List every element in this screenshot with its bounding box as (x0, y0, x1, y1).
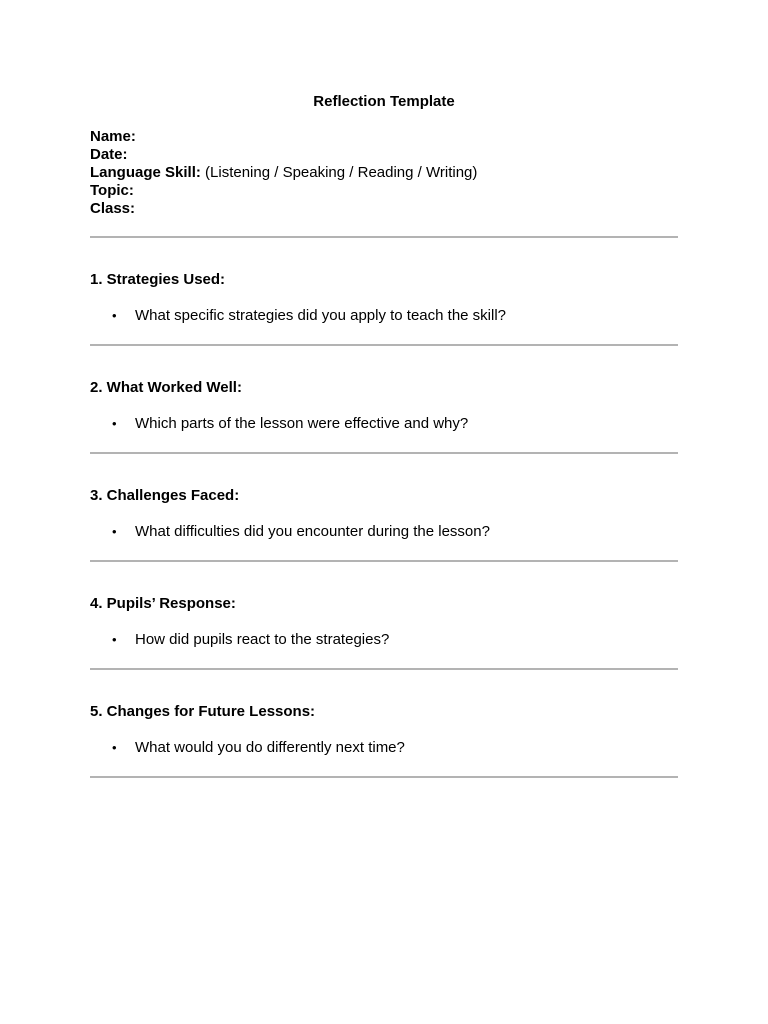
section-strategies-used (90, 238, 678, 344)
field-name (90, 128, 678, 146)
section-changes-future-lessons (90, 670, 678, 776)
bullet-icon: • (112, 524, 117, 539)
section-what-worked-well (90, 346, 678, 452)
list-item (90, 631, 678, 649)
list-item (90, 307, 678, 325)
field-topic-label: Topic: (90, 182, 134, 199)
bullet-icon: • (112, 740, 117, 755)
section-challenges-faced (90, 454, 678, 560)
list-item (90, 739, 678, 757)
section-pupils-response (90, 562, 678, 668)
field-date-label: Date: (90, 146, 128, 163)
section-divider (90, 776, 678, 778)
section-heading: 3. Challenges Faced: (90, 487, 240, 504)
bullet-icon: • (112, 308, 117, 323)
section-heading: 1. Strategies Used: (90, 271, 226, 288)
field-language-skill (90, 164, 678, 182)
section-heading: 4. Pupils’ Response: (90, 595, 236, 612)
section-heading: 2. What Worked Well: (90, 379, 242, 396)
header-fields (90, 128, 678, 218)
field-language-skill-value: (Listening / Speaking / Reading / Writing) (200, 164, 478, 181)
bullet-text: What would you do differently next time? (135, 739, 405, 756)
field-date (90, 146, 678, 164)
field-language-skill-label: Language Skill: (90, 164, 201, 181)
bullet-text: How did pupils react to the strategies? (135, 631, 390, 648)
list-item (90, 415, 678, 433)
bullet-icon: • (112, 416, 117, 431)
bullet-text: What difficulties did you encounter during the lesson? (135, 523, 490, 540)
field-class (90, 200, 678, 218)
page-title: Reflection Template (313, 93, 455, 110)
list-item (90, 523, 678, 541)
field-name-label: Name: (90, 128, 136, 145)
field-class-label: Class: (90, 200, 136, 217)
section-heading: 5. Changes for Future Lessons: (90, 703, 316, 720)
reflection-template-document (90, 93, 678, 778)
bullet-text: Which parts of the lesson were effective and why? (135, 415, 469, 432)
bullet-text: What specific strategies did you apply to teach the skill? (135, 307, 507, 324)
field-topic (90, 182, 678, 200)
bullet-icon: • (112, 632, 117, 647)
